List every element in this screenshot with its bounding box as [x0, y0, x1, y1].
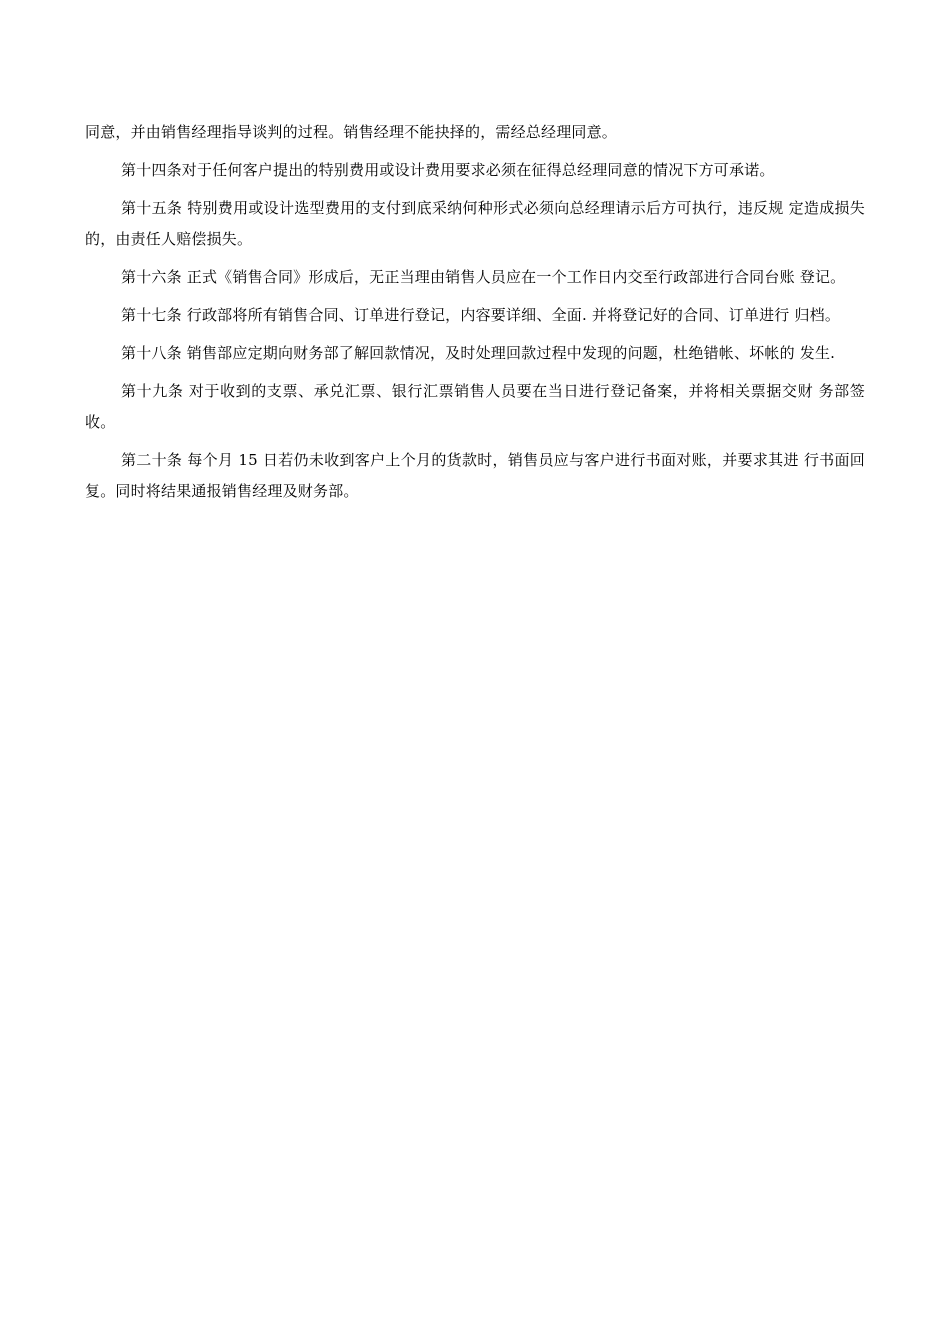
paragraph-article-17: 第十七条 行政部将所有销售合同、订单进行登记，内容要详细、全面. 并将登记好的合同、订单进行 归档。	[121, 306, 841, 324]
document-body	[85, 117, 865, 514]
paragraph-article-15: 第十五条 特别费用或设计选型费用的支付到底采纳何种形式必须向总经理请示后方可执行，违反规 定造成损失的，由责任人赔偿损失。	[85, 199, 865, 248]
paragraph-article-18: 第十八条 销售部应定期向财务部了解回款情况，及时处理回款过程中发现的问题，杜绝错帐、坏帐的 发生.	[121, 344, 836, 362]
paragraph-article-19: 第十九条 对于收到的支票、承兑汇票、银行汇票销售人员要在当日进行登记备案，并将相关票据交财 务部签收。	[85, 382, 865, 431]
paragraph-article-14: 第十四条对于任何客户提出的特别费用或设计费用要求必须在征得总经理同意的情况下方可承诺。	[121, 161, 775, 179]
paragraph-continuation: 同意，并由销售经理指导谈判的过程。销售经理不能抉择的，需经总经理同意。	[85, 123, 618, 141]
paragraph-article-16: 第十六条 正式《销售合同》形成后，无正当理由销售人员应在一个工作日内交至行政部进行合同台账 登记。	[121, 268, 846, 286]
paragraph-article-20: 第二十条 每个月 15 日若仍未收到客户上个月的货款时，销售员应与客户进行书面对账，并要求其进 行书面回复。同时将结果通报销售经理及财务部。	[85, 451, 865, 500]
